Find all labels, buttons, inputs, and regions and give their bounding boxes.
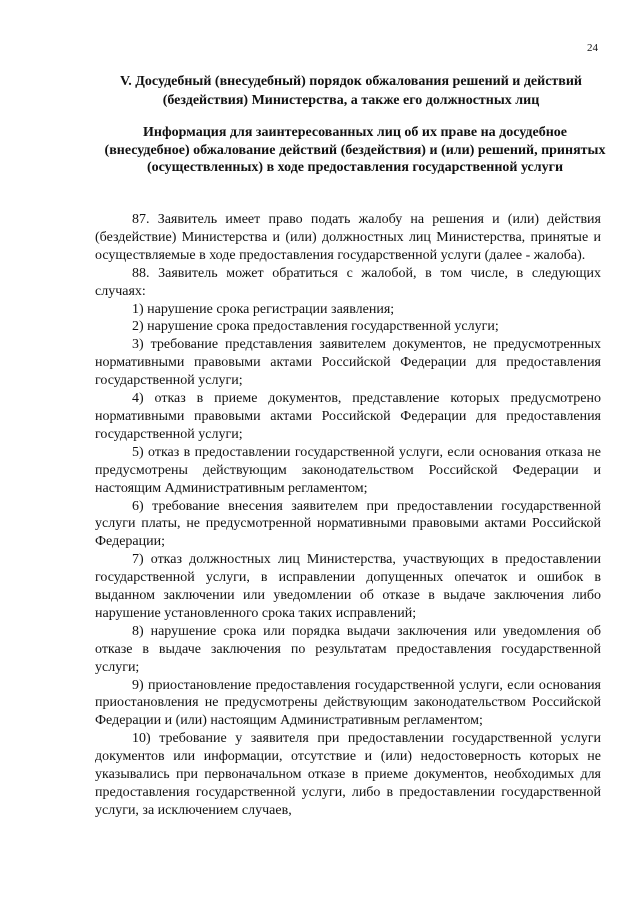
list-item-6: 6) требование внесения заявителем при предоставлении государственной услуги платы, не предусмотренной нормативными правовыми актами Российской Федерации; [95,498,601,550]
list-item-2: 2) нарушение срока предоставления государственной услуги; [132,319,499,335]
list-item-7: 7) отказ должностных лиц Министерства, участвующих в предоставлении государственной услуги, в исправлении допущенных опечаток и ошибок в выданном заключении или уведомлении об отказе в выдаче заключения либо нарушение установленного срока таких исправлений; [95,552,601,621]
paragraph-87: 87. Заявитель имеет право подать жалобу на решения и (или) действия (бездействие) Министерства и (или) должностных лиц Министерства, принятые и осуществляемые в ходе предоставления государственной услуги (далее - жалоба). [95,212,601,263]
list-item-1: 1) нарушение срока регистрации заявления; [132,301,395,317]
document-body [95,211,601,820]
list-item-5: 5) отказ в предоставлении государственной услуги, если основания отказа не предусмотрены действующим законодательством Российской Федерации и настоящим Административным регламентом; [95,444,601,496]
paragraph-88: 88. Заявитель может обратиться с жалобой, в том числе, в следующих случаях: [95,265,601,299]
info-title: Информация для заинтересованных лиц об их праве на досудебное (внесудебное) обжалование действий (бездействия) и (или) решений, принятых (осуществленных) в ходе предоставления государственной услуги [104,125,606,175]
page-number: 24 [587,42,598,54]
section-title: V. Досудебный (внесудебный) порядок обжалования решений и действий (бездействия) Министерства, а также его должностных лиц [119,74,582,108]
list-item-9: 9) приостановление предоставления государственной услуги, если основания приостановления не предусмотрены действующим законодательством Российской Федерации и (или) настоящим Административным регламентом; [95,677,601,729]
list-item-4: 4) отказ в приеме документов, представление которых предусмотрено нормативными правовыми актами Российской Федерации для предоставления государственной услуги; [95,391,601,442]
list-item-10: 10) требование у заявителя при предоставлении государственной услуги документов или информации, отсутствие и (или) недостоверность которых не указывались при первоначальном отказе в приеме документов, необходимых для предоставления государственной услуги, либо в предоставлении государственной услуги, за исключением случаев, [95,731,601,818]
list-item-3: 3) требование представления заявителем документов, не предусмотренных нормативными правовыми актами Российской Федерации для предоставления государственной услуги; [95,337,601,389]
list-item-8: 8) нарушение срока или порядка выдачи заключения или уведомления об отказе в выдаче заключения по результатам предоставления государственной услуги; [95,623,601,675]
